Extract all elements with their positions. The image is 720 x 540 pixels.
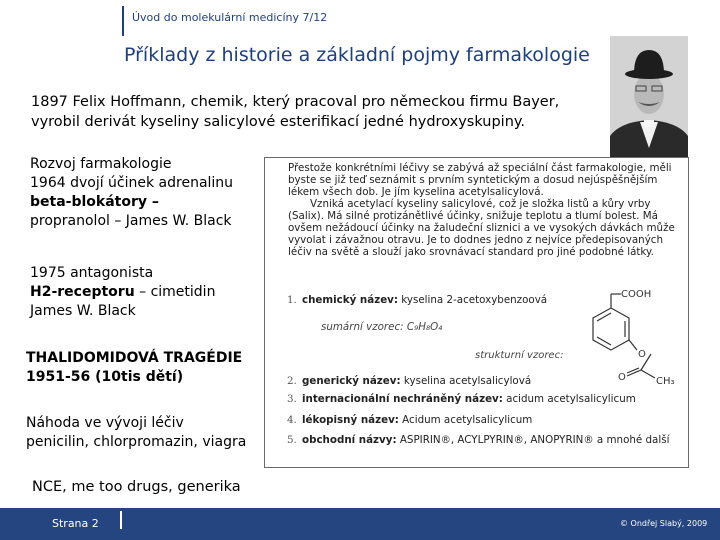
copyright: © Ondřej Slabý, 2009 <box>620 519 708 528</box>
document-item-1: 1. chemický název: kyselina 2-acetoxybenzoová <box>287 294 548 306</box>
aspirin-structural-formula <box>561 284 683 394</box>
antagonist-block <box>30 264 265 321</box>
development-heading: Rozvoj farmakologie <box>30 156 172 172</box>
footer-divider <box>120 511 122 529</box>
cooh-group-label: COOH <box>621 289 652 300</box>
page-number: Strana 2 <box>52 517 99 530</box>
structural-formula-label: strukturní vzorec: <box>475 350 564 361</box>
chance-examples: penicilin, chlorpromazin, viagra <box>26 434 247 450</box>
thalidomide-years: 1951-56 (10tis dětí) <box>26 369 184 385</box>
development-adrenaline: 1964 dvojí účinek adrenalinu <box>30 175 234 191</box>
ester-oxygen-label: O <box>638 349 646 360</box>
chance-heading: Náhoda ve vývoji léčiv <box>26 415 184 431</box>
aspirin-document-excerpt <box>264 157 689 468</box>
carbonyl-oxygen-label: O <box>618 372 626 383</box>
slide-title: Příklady z historie a základní pojmy farmakologie <box>124 44 590 66</box>
nce-text: NCE, me too drugs, generika <box>32 479 241 495</box>
pharmacology-development-block <box>30 155 265 231</box>
antagonist-year: 1975 antagonista <box>30 265 154 281</box>
thalidomide-heading: THALIDOMIDOVÁ TRAGÉDIE <box>26 350 243 366</box>
antagonist-author: James W. Black <box>30 303 136 319</box>
document-paragraphs <box>288 162 683 258</box>
methyl-group-label: CH₃ <box>656 376 675 387</box>
cimetidine-term: – cimetidin <box>134 284 216 300</box>
document-item-2: 2. generický název: kyselina acetylsalicylová <box>287 375 532 387</box>
summary-formula: sumární vzorec: C₉H₈O₄ <box>321 321 443 333</box>
document-item-4: 4. lékopisný název: Acidum acetylsalicylicum <box>287 414 533 426</box>
intro-text: 1897 Felix Hoffmann, chemik, který pracoval pro německou firmu Bayer, vyrobil derivát kyseliny salicylové esterifikací jedné hydroxyskupiny. <box>31 94 560 130</box>
footer-bar <box>0 508 720 540</box>
h2-receptor-term: H2-receptoru <box>30 284 135 300</box>
development-beta-blockers: beta-blokátory – <box>30 194 159 210</box>
chance-block <box>26 414 266 452</box>
document-item-3: 3. internacionální nechráněný název: acidum acetylsalicylicum <box>287 393 636 405</box>
document-paragraph-1: Přestože konkrétními léčivy se zabývá až speciální část farmakologie, měli byste se již teď seznámit s prvním syntetickým a dosud nejúspěšnějším lékem všech dob. Je jím kyselina acetylsalicylová. <box>288 162 672 198</box>
course-header: Úvod do molekulární medicíny 7/12 <box>132 11 328 24</box>
felix-hoffmann-portrait <box>610 36 688 166</box>
antagonist-receptor <box>30 283 265 302</box>
document-paragraph-2: Vzniká acetylací kyseliny salicylové, což je složka listů a kůry vrby (Salix). Má silné protizánětlivé účinky, snižuje teplotu a tlumí bolest. Má ovšem nežádoucí účinky na žaludeční sliznici a ve vysokých dávkách může vyvolat i závažnou otravu. Je to dodnes jedno z nejvíce předepisovaných léčiv na světě a slouží jako srovnávací standard pro jiné podobné látky. <box>288 198 675 258</box>
header-divider <box>122 6 124 36</box>
document-item-5: 5. obchodní názvy: ASPIRIN®, ACYLPYRIN®, ANOPYRIN® a mnohé další <box>287 434 670 446</box>
thalidomide-block <box>26 349 266 387</box>
development-propranolol: propranolol – James W. Black <box>30 213 232 229</box>
